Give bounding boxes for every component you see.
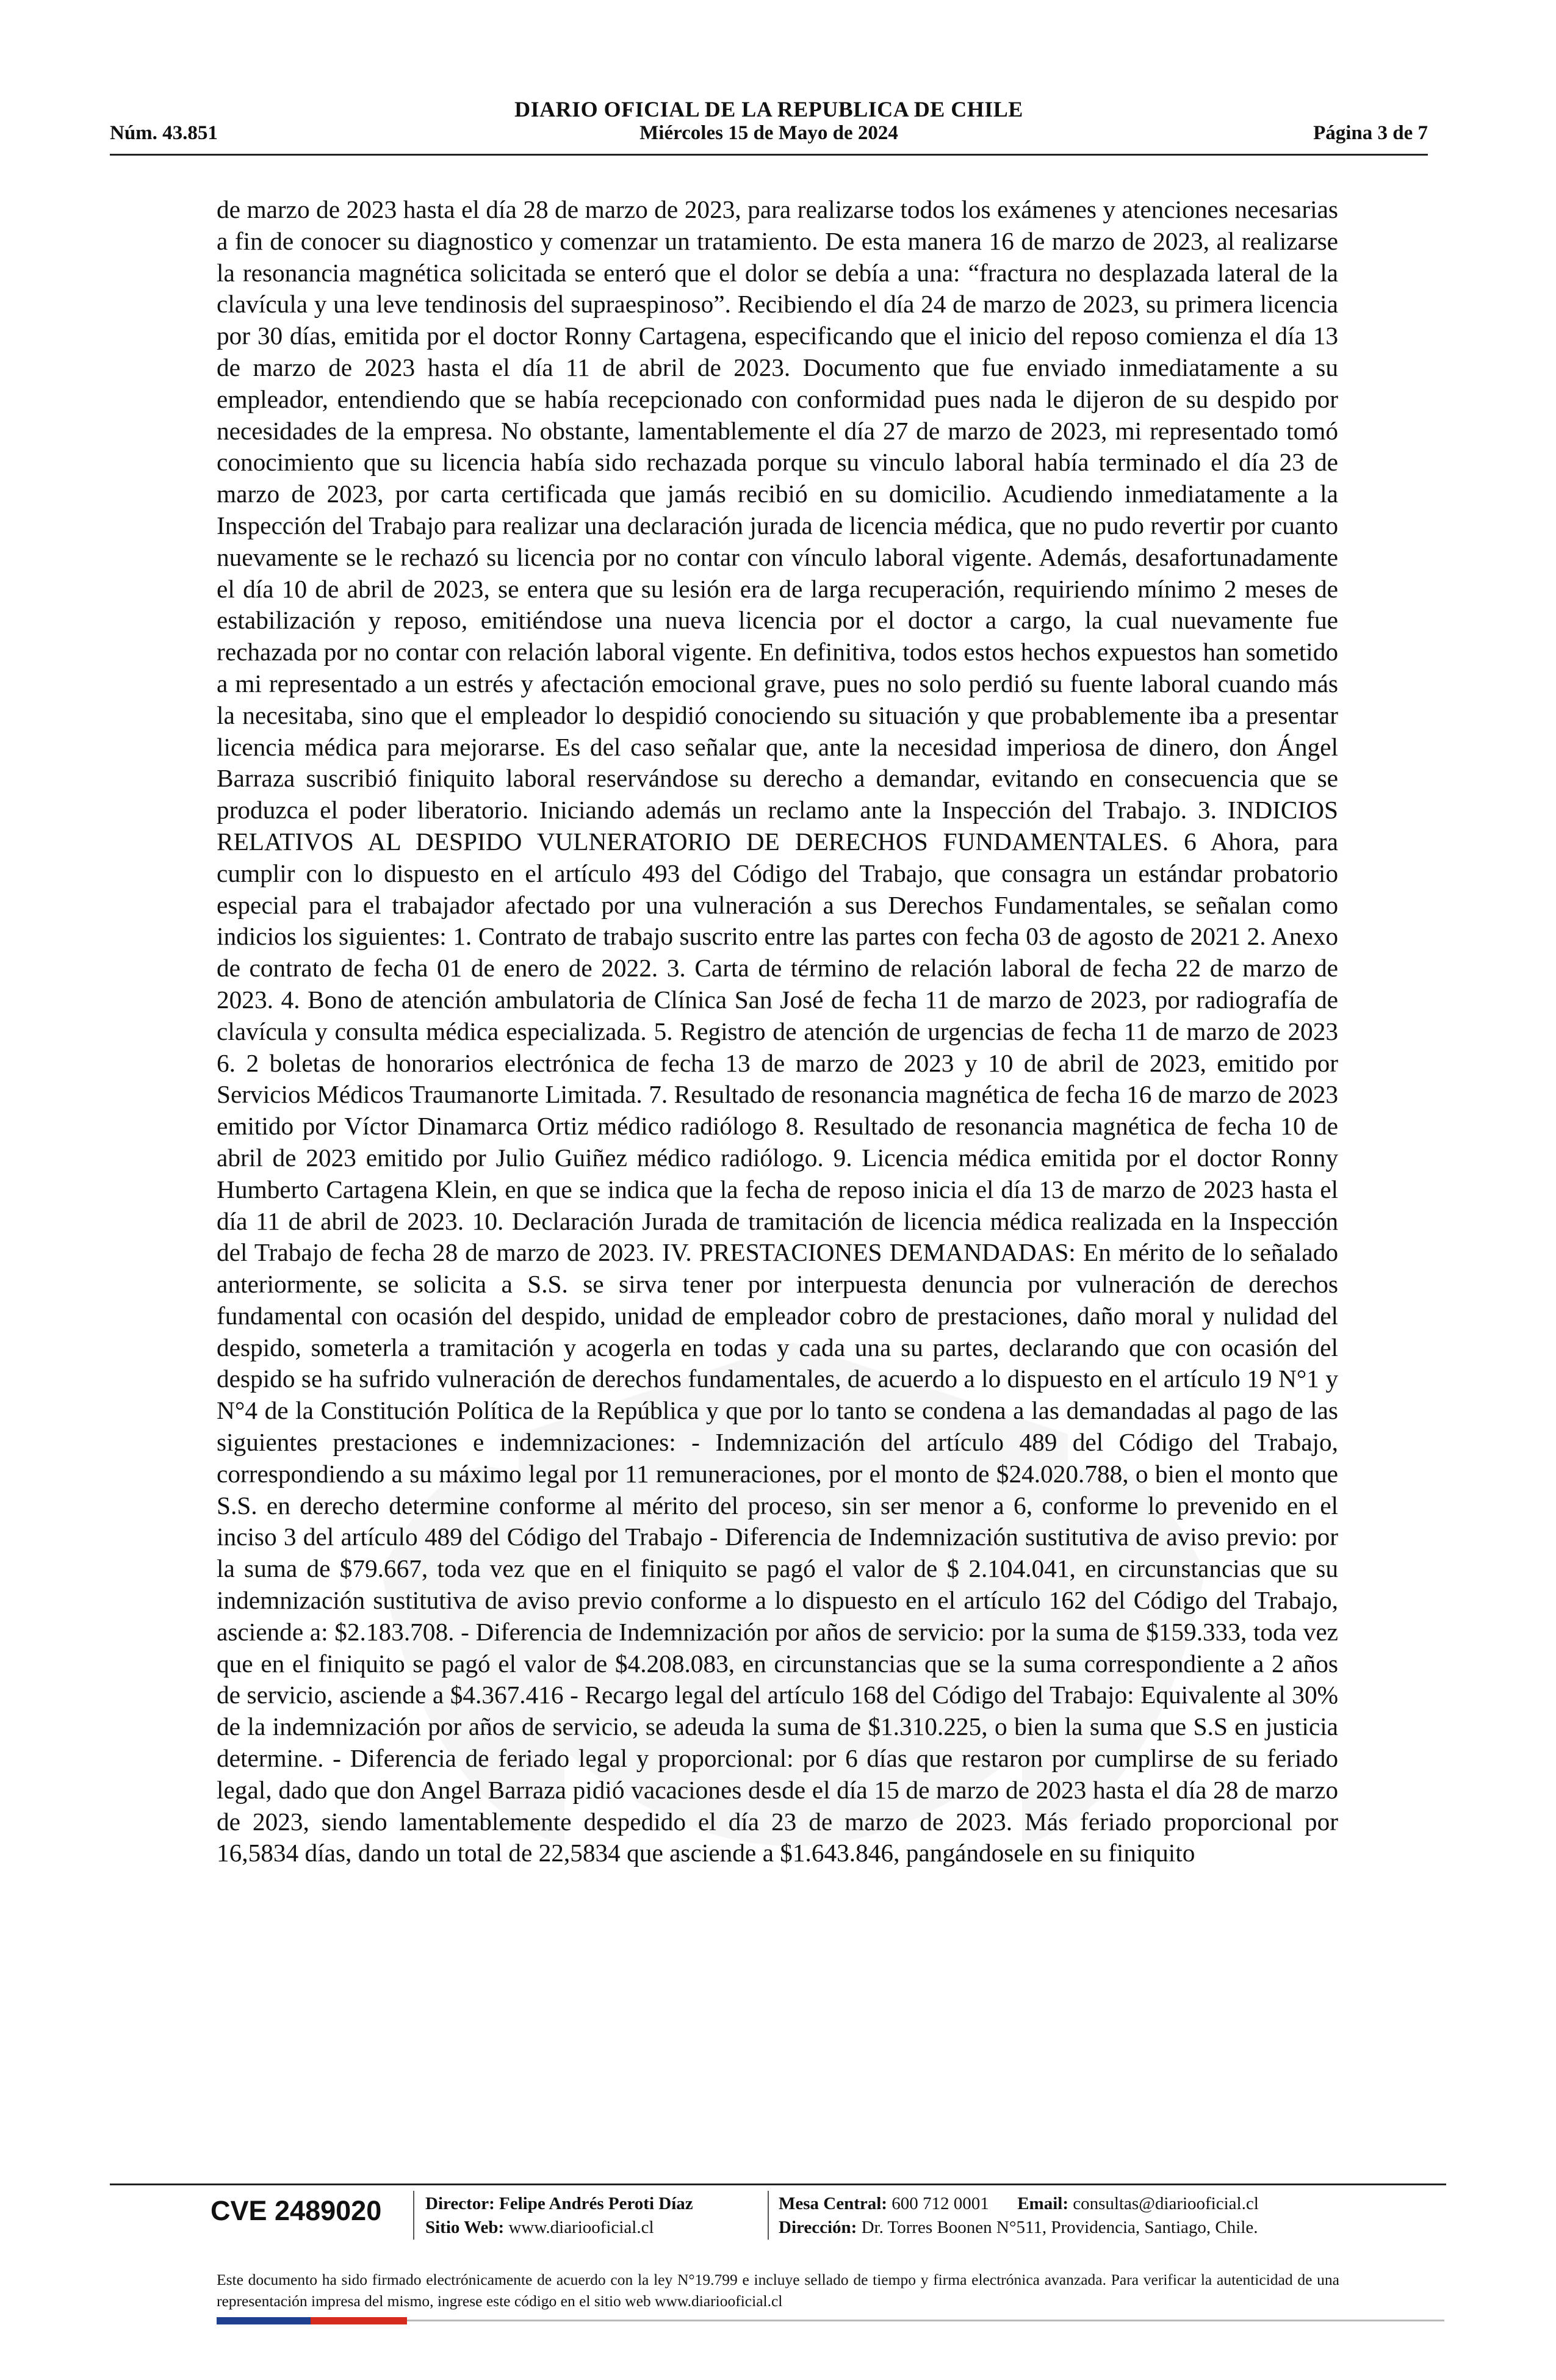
footer-separator-1 [413,2191,414,2240]
flag-blue-segment [217,2317,311,2324]
director-label: Director: [425,2194,495,2213]
cve-code: CVE 2489020 [211,2195,382,2226]
header-divider [110,154,1428,156]
page-indicator: Página 3 de 7 [1313,122,1428,144]
website-label: Sitio Web: [425,2218,505,2237]
issue-number: Núm. 43.851 [110,122,218,144]
director-name: Felipe Andrés Peroti Díaz [499,2194,693,2213]
publication-title: DIARIO OFICIAL DE LA REPUBLICA DE CHILE [514,97,1023,121]
footer-separator-2 [768,2191,769,2240]
flag-gray-line [407,2320,1444,2321]
email-link[interactable]: consultas@diariooficial.cl [1073,2194,1259,2213]
body-paragraph: de marzo de 2023 hasta el día 28 de marzo de 2023, para realizarse todos los exámenes y atenciones necesarias a fin de conocer su diagnostico y comenzar un tratamiento. De esta manera 16 de marzo de 2023, al realizarse la resonancia magnética solicitada se enteró que el dolor se debía a una: “fractura no desplazada lateral de la clavícula y una leve tendinosis del supraespinoso”. Recibiendo el día 24 de marzo de 2023, su primera licencia por 30 días, emitida por el doctor Ronny Cartagena, especificando que el inicio del reposo comienza el día 13 de marzo de 2023 hasta el día 11 de abril de 2023. Documento que fue enviado inmediatamente a su empleador, entendiendo que se había recepcionado con conformidad pues nada le dijeron de su despido por necesidades de la empresa. No obstante, lamentablemente el día 27 de marzo de 2023, mi representado tomó conocimiento que su licencia había sido rechazada porque su vinculo laboral había terminado el día 23 de marzo de 2023, por carta certificada que jamás recibió en su domicilio. Acudiendo inmediatamente a la Inspección del Trabajo para realizar una declaración jurada de licencia médica, que no pudo revertir por cuanto nuevamente se le rechazó su licencia por no contar con vínculo laboral vigente. Además, desafortunadamente el día 10 de abril de 2023, se entera que su lesión era de larga recuperación, requiriendo mínimo 2 meses de estabilización y reposo, emitiéndose una nueva licencia por el doctor a cargo, la cual nuevamente fue rechazada por no contar con relación laboral vigente. En definitiva, todos estos hechos expuestos han sometido a mi representado a un estrés y afectación emocional grave, pues no solo perdió su fuente laboral cuando más la necesitaba, sino que el empleador lo despidió conociendo su situación y que probablemente iba a presentar licencia médica para mejorarse. Es del caso señalar que, ante la necesidad imperiosa de dinero, don Ángel Barraza suscribió finiquito laboral reservándose su derecho a demandar, evitando en consecuencia que se produzca el poder liberatorio. Iniciando además un reclamo ante la Inspección del Trabajo. 3. INDICIOS RELATIVOS AL DESPIDO VULNERATORIO DE DERECHOS FUNDAMENTALES. 6 Ahora, para cumplir con lo dispuesto en el artículo 493 del Código del Trabajo, que consagra un estándar probatorio especial para el trabajador afectado por una vulneración a sus Derechos Fundamentales, se señalan como indicios los siguientes: 1. Contrato de trabajo suscrito entre las partes con fecha 03 de agosto de 2021 2. Anexo de contrato de fecha 01 de enero de 2022. 3. Carta de término de relación laboral de fecha 22 de marzo de 2023. 4. Bono de atención ambulatoria de Clínica San José de fecha 11 de marzo de 2023, por radiografía de clavícula y consulta médica especializada. 5. Registro de atención de urgencias de fecha 11 de marzo de 2023 6. 2 boletas de honorarios electrónica de fecha 13 de marzo de 2023 y 10 de abril de 2023, emitido por Servicios Médicos Traumanorte Limitada. 7. Resultado de resonancia magnética de fecha 16 de marzo de 2023 emitido por Víctor Dinamarca Ortiz médico radiólogo 8. Resultado de resonancia magnética de fecha 10 de abril de 2023 emitido por Julio Guiñez médico radiólogo. 9. Licencia médica emitida por el doctor Ronny Humberto Cartagena Klein, en que se indica que la fecha de reposo inicia el día 13 de marzo de 2023 hasta el día 11 de abril de 2023. 10. Declaración Jurada de tramitación de licencia médica realizada en la Inspección del Trabajo de fecha 28 de marzo de 2023. IV. PRESTACIONES DEMANDADAS: En mérito de lo señalado anteriormente, se solicita a S.S. se sirva tener por interpuesta denuncia por vulneración de derechos fundamental con ocasión del despido, unidad de empleador cobro de prestaciones, daño moral y nulidad del despido, someterla a tramitación y acogerla en todas y cada una su partes, declarando que con ocasión del despido se ha sufrido vulneración de derechos fundamentales, de acuerdo a lo dispuesto en el artículo 19 N°1 y N°4 de la Constitución Política de la República y que por lo tanto se condena a las demandadas al pago de las siguientes prestaciones e indemnizaciones: - Indemnización del artículo 489 del Código del Trabajo, correspondiendo a su máximo legal por 11 remuneraciones, por el monto de $24.020.788, o bien el monto que S.S. en derecho determine conforme al mérito del proceso, sin ser menor a 6, conforme lo prevenido en el inciso 3 del artículo 489 del Código del Trabajo - Diferencia de Indemnización sustitutiva de aviso previo: por la suma de $79.667, toda vez que en el finiquito se pagó el valor de $ 2.104.041, en circunstancias que su indemnización sustitutiva de aviso previo conforme a lo dispuesto en el artículo 162 del Código del Trabajo, asciende a: $2.183.708. - Diferencia de Indemnización por años de servicio: por la suma de $159.333, toda vez que en el finiquito se pagó el valor de $4.208.083, en circunstancias que se la suma correspondiente a 2 años de servicio, asciende a $4.367.416 - Recargo legal del artículo 168 del Código del Trabajo: Equivalente al 30% de la indemnización por años de servicio, se adeuda la suma de $1.310.225, o bien la suma que S.S en justicia determine. - Diferencia de feriado legal y proporcional: por 6 días que restaron por cumplirse de su feriado legal, dado que don Angel Barraza pidió vacaciones desde el día 15 de marzo de 2023 hasta el día 28 de marzo de 2023, siendo lamentablemente despedido el día 23 de marzo de 2023. Más feriado proporcional por 16,5834 días, dando un total de 22,5834 que asciende a $1.643.846, pangándosele en su finiquito [217,195,1338,1867]
electronic-signature-notice: Este documento ha sido firmado electrónicamente de acuerdo con la ley N°19.799 e incluye sellado de tiempo y firma electrónica avanzada. Para verificar la autenticidad de una representación impresa del mismo, ingrese este código en el sitio web www.diariooficial.cl [217,2271,1339,2310]
footer-divider [110,2183,1446,2185]
address-label: Dirección: [779,2218,857,2237]
issue-date: Miércoles 15 de Mayo de 2024 [639,122,898,144]
page-header [110,92,1428,153]
chile-flag-bar [217,2317,407,2324]
mesa-central-label: Mesa Central: [779,2194,887,2213]
footer-contact-block [779,2192,1259,2240]
website-link[interactable]: www.diariooficial.cl [508,2218,654,2237]
flag-red-segment [311,2317,407,2324]
email-label: Email: [1017,2194,1068,2213]
mesa-central-phone: 600 712 0001 [891,2194,989,2213]
footer-director-block [425,2192,693,2240]
address-value: Dr. Torres Boonen N°511, Providencia, Santiago, Chile. [861,2218,1258,2237]
